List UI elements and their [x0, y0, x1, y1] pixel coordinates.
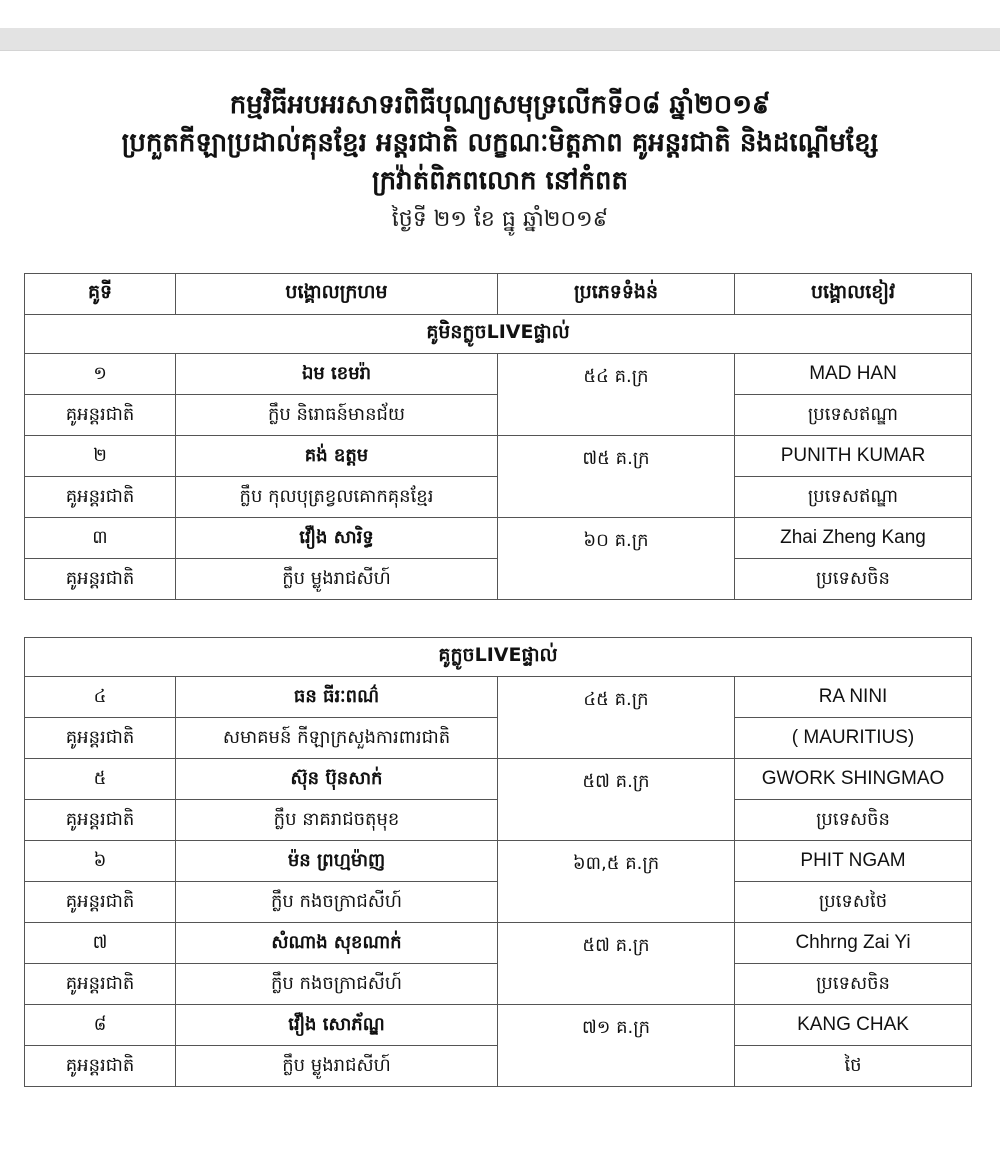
weight-class: ៥៤ គ.ក្រ [498, 354, 735, 436]
col-header-weight-class: ប្រភេទទំងន់ [498, 274, 735, 315]
blue-fighter-origin: ប្រទេសថៃ [735, 882, 972, 923]
red-fighter-club: ក្លឹប ម្លូងរាជសីហ៍ [176, 559, 498, 600]
red-fighter-name: សំណាង សុខណាក់ [176, 923, 498, 964]
section-row [25, 315, 972, 354]
blue-fighter-origin: ប្រទេសចិន [735, 559, 972, 600]
bout-category: គូអន្តរជាតិ [25, 964, 176, 1005]
red-fighter-name: ស៊ុន ប៊ុនសាក់ [176, 759, 498, 800]
table-row [25, 518, 972, 559]
weight-class: ៧៥ គ.ក្រ [498, 436, 735, 518]
blue-fighter-name: PHIT NGAM [735, 841, 972, 882]
top-grey-strip [0, 28, 1000, 51]
bout-number: ១ [25, 354, 176, 395]
bout-category: គូអន្តរជាតិ [25, 882, 176, 923]
blue-fighter-name: GWORK SHINGMAO [735, 759, 972, 800]
bout-category: គូអន្តរជាតិ [25, 477, 176, 518]
section-title: គូមិនក្លូចLIVEផ្ទាល់ [25, 315, 972, 354]
col-header-red-corner: បង្គោលក្រហម [176, 274, 498, 315]
bout-number: ២ [25, 436, 176, 477]
weight-class: ៦៣,៥ គ.ក្រ [498, 841, 735, 923]
red-fighter-club: ក្លឹប និរោធន៍មានជ័យ [176, 395, 498, 436]
red-fighter-name: វឿង សារិទ្ធ [176, 518, 498, 559]
weight-class: ៥៧ គ.ក្រ [498, 759, 735, 841]
col-header-bout-no: គូទី [25, 274, 176, 315]
section-row [25, 638, 972, 677]
table-row [25, 841, 972, 882]
bout-number: ៨ [25, 1005, 176, 1046]
bout-number: ៦ [25, 841, 176, 882]
weight-class: ៥៧ គ.ក្រ [498, 923, 735, 1005]
col-header-blue-corner: បង្គោលខៀវ [735, 274, 972, 315]
bout-number: ៤ [25, 677, 176, 718]
red-fighter-club: ក្លឹប កុលបុត្រខ្វលគោកគុនខ្មែរ [176, 477, 498, 518]
weight-class: ៤៥ គ.ក្រ [498, 677, 735, 759]
bout-number: ៥ [25, 759, 176, 800]
table-row [25, 354, 972, 395]
red-fighter-club: ក្លឹប នាគរាជចតុមុខ [176, 800, 498, 841]
table-row [25, 436, 972, 477]
table-header-row [25, 274, 972, 315]
red-fighter-club: ក្លឹប កងចក្រាជសីហ៍ [176, 964, 498, 1005]
blue-fighter-origin: ថៃ [735, 1046, 972, 1087]
event-date: ថ្ងៃទី ២១ ខែ ធ្នូ ឆ្នាំ២០១៩ [391, 207, 609, 232]
bout-category: គូអន្តរជាតិ [25, 1046, 176, 1087]
bout-number: ៣ [25, 518, 176, 559]
document-header [0, 86, 1000, 238]
blue-fighter-name: RA NINI [735, 677, 972, 718]
bout-category: គូអន្តរជាតិ [25, 559, 176, 600]
bout-category: គូអន្តរជាតិ [25, 718, 176, 759]
blue-fighter-name: PUNITH KUMAR [735, 436, 972, 477]
section-title: គូក្លូចLIVEផ្ទាល់ [25, 638, 972, 677]
blue-fighter-origin: ( MAURITIUS) [735, 718, 972, 759]
weight-class: ៦០ គ.ក្រ [498, 518, 735, 600]
blue-fighter-name: Zhai Zheng Kang [735, 518, 972, 559]
blue-fighter-name: MAD HAN [735, 354, 972, 395]
title-line-1: កម្មវិធីអបអរសាទរពិធីបុណ្យសមុទ្រលើកទី០៨ ឆ្នាំ២០១៩ [229, 90, 771, 120]
schedule-table-1 [24, 273, 972, 600]
red-fighter-club: ក្លឹប ម្លូងរាជសីហ៍ [176, 1046, 498, 1087]
red-fighter-name: វឿង សោភ័ណ្ឌ [176, 1005, 498, 1046]
red-fighter-name: ធន ធីរៈពណ៌ [176, 677, 498, 718]
blue-fighter-origin: ប្រទេសចិន [735, 800, 972, 841]
table-row [25, 759, 972, 800]
top-bar [0, 0, 1000, 50]
table-row [25, 923, 972, 964]
weight-class: ៧១ គ.ក្រ [498, 1005, 735, 1087]
red-fighter-name: គង់ ឧត្តម [176, 436, 498, 477]
blue-fighter-name: KANG CHAK [735, 1005, 972, 1046]
table-row [25, 677, 972, 718]
blue-fighter-origin: ប្រទេសចិន [735, 964, 972, 1005]
blue-fighter-name: Chhrng Zai Yi [735, 923, 972, 964]
table-row [25, 1005, 972, 1046]
red-fighter-name: ឯម ខេមរ៉ា [176, 354, 498, 395]
bout-category: គូអន្តរជាតិ [25, 395, 176, 436]
title-line-3: ក្រវ៉ាត់ពិភពលោក នៅកំពត [371, 166, 629, 196]
red-fighter-name: ម៉ន ព្រហ្មម៉ាញ [176, 841, 498, 882]
red-fighter-club: ក្លឹប កងចក្រាជសីហ៍ [176, 882, 498, 923]
blue-fighter-origin: ប្រទេសឥណ្ឌា [735, 395, 972, 436]
bout-number: ៧ [25, 923, 176, 964]
red-fighter-club: សមាគមន៍ កីឡាក្រសួងការពារជាតិ [176, 718, 498, 759]
blue-fighter-origin: ប្រទេសឥណ្ឌា [735, 477, 972, 518]
bout-category: គូអន្តរជាតិ [25, 800, 176, 841]
title-line-2: ប្រកួតកីឡាប្រដាល់គុនខ្មែរ អន្តរជាតិ លក្ខណៈមិត្តភាព គូអន្តរជាតិ និងដណ្តើមខ្សែ [121, 128, 879, 158]
schedule-table-2 [24, 637, 972, 1087]
